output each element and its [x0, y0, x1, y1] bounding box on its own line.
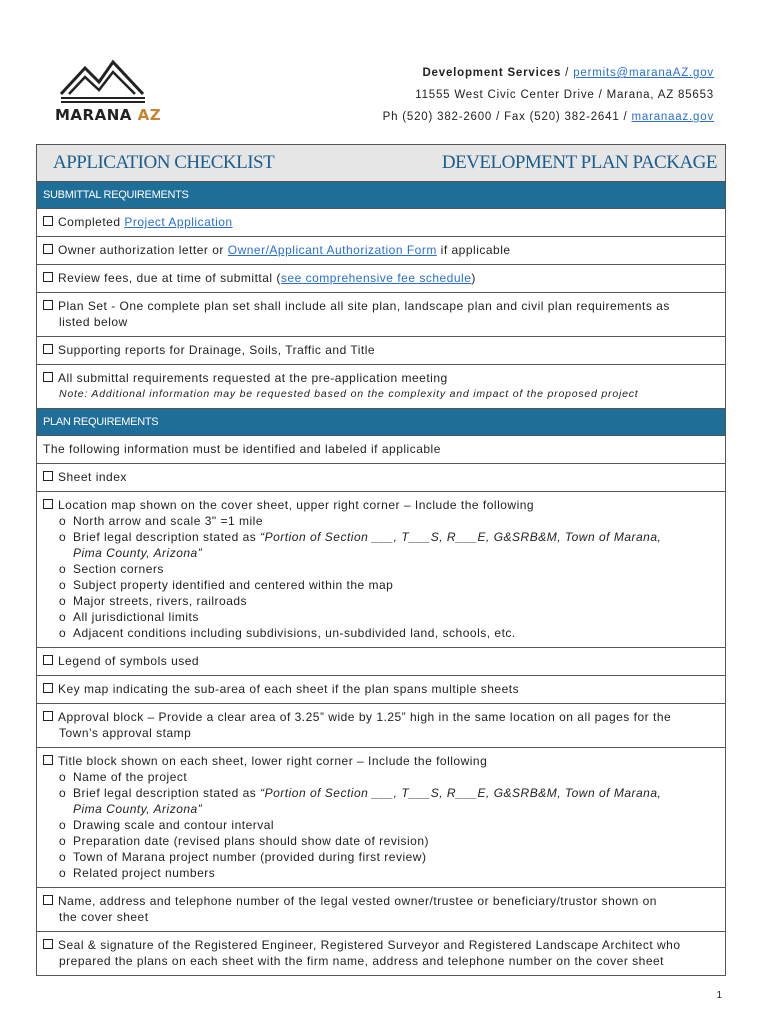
checklist-table [36, 144, 726, 976]
plan-item-approval-block [37, 704, 725, 748]
address: 11555 West Civic Center Drive / Marana, AZ 85653 [415, 89, 714, 101]
list-item: o Preparation date (revised plans should show date of revision) [59, 833, 715, 849]
item-text-cont: listed below [59, 315, 128, 329]
logo-text-marana: MARANA [55, 106, 132, 124]
project-application-link[interactable]: Project Application [124, 215, 233, 229]
phone-fax: Ph (520) 382-2600 / Fax (520) 382-2641 / [382, 111, 632, 123]
checkbox[interactable] [43, 895, 53, 905]
submittal-item-plan-set [37, 293, 725, 337]
package-title: DEVELOPMENT PLAN PACKAGE [441, 152, 717, 173]
item-text: Key map indicating the sub-area of each sheet if the plan spans multiple sheets [58, 682, 520, 696]
submittal-item-pre-app [37, 365, 725, 409]
logo-text-az: AZ [137, 106, 162, 124]
item-text: Name, address and telephone number of the legal vested owner/trustee or beneficiary/trustor shown on [58, 894, 657, 908]
list-item: o All jurisdictional limits [59, 609, 715, 625]
item-text: Approval block – Provide a clear area of 3.25” wide by 1.25” high in the same location on all pages for the [58, 710, 672, 724]
plan-item-seal [37, 932, 725, 975]
item-text: Brief legal description stated as [73, 786, 261, 800]
plan-item-sheet-index [37, 464, 725, 492]
list-item: o Drawing scale and contour interval [59, 817, 715, 833]
item-text: if applicable [436, 243, 511, 257]
plan-item-owner [37, 888, 725, 932]
item-text: Seal & signature of the Registered Engineer, Registered Surveyor and Registered Landscape Architect who [58, 938, 681, 952]
plan-item-legend [37, 648, 725, 676]
plan-item-location-map [37, 492, 725, 648]
checkbox[interactable] [43, 272, 53, 282]
submittal-header: SUBMITTAL REQUIREMENTS [37, 182, 725, 209]
plan-intro: The following information must be identified and labeled if applicable [37, 436, 725, 464]
item-text: Legend of symbols used [58, 654, 200, 668]
checkbox[interactable] [43, 216, 53, 226]
submittal-item-application [37, 209, 725, 237]
email-link[interactable]: permits@maranaAZ.gov [573, 67, 714, 79]
website-link[interactable]: maranaaz.gov [631, 111, 714, 123]
item-text: Supporting reports for Drainage, Soils, Traffic and Title [58, 343, 376, 357]
item-note: Note: Additional information may be requested based on the complexity and impact of the proposed project [59, 388, 639, 400]
title-row [37, 145, 725, 182]
list-item: o Name of the project [59, 769, 715, 785]
item-text: Owner authorization letter or [58, 243, 228, 257]
checkbox[interactable] [43, 344, 53, 354]
item-text: “Portion of Section ___, T___S, R___E, G&SRB&M, Town of Marana, [260, 530, 662, 544]
item-text: Sheet index [58, 470, 127, 484]
dept-name: Development Services [422, 67, 562, 79]
checkbox[interactable] [43, 655, 53, 665]
item-text: Title block shown on each sheet, lower right corner – Include the following [58, 754, 488, 768]
checkbox[interactable] [43, 711, 53, 721]
checkbox[interactable] [43, 244, 53, 254]
item-text: Plan Set - One complete plan set shall include all site plan, landscape plan and civil plan requirements as [58, 299, 670, 313]
item-text: Pima County, Arizona” [73, 546, 203, 560]
checkbox[interactable] [43, 471, 53, 481]
separator: / [561, 67, 574, 79]
item-text: Brief legal description stated as [73, 530, 261, 544]
item-text: Completed [58, 215, 125, 229]
checkbox[interactable] [43, 755, 53, 765]
list-item: o Adjacent conditions including subdivisions, un-subdivided land, schools, etc. [59, 625, 715, 641]
submittal-item-authorization [37, 237, 725, 265]
plan-item-title-block [37, 748, 725, 888]
checkbox[interactable] [43, 683, 53, 693]
title-block-sublist [43, 769, 715, 881]
plan-header: PLAN REQUIREMENTS [37, 409, 725, 436]
fee-schedule-link[interactable]: see comprehensive fee schedule [280, 271, 472, 285]
item-text: ) [471, 271, 476, 285]
list-item: o Related project numbers [59, 865, 715, 881]
authorization-form-link[interactable]: Owner/Applicant Authorization Form [227, 243, 437, 257]
checkbox[interactable] [43, 372, 53, 382]
item-text: Review fees, due at time of submittal ( [58, 271, 281, 285]
list-item: o Section corners [59, 561, 715, 577]
checkbox[interactable] [43, 300, 53, 310]
submittal-item-reports [37, 337, 725, 365]
list-item [59, 785, 715, 817]
location-map-sublist [43, 513, 715, 641]
submittal-item-fees [37, 265, 725, 293]
list-item: o Subject property identified and centered within the map [59, 577, 715, 593]
list-item: o Town of Marana project number (provided during first review) [59, 849, 715, 865]
item-text-cont: prepared the plans on each sheet with the firm name, address and telephone number on the cover sheet [59, 954, 665, 968]
logo-wordmark [55, 106, 161, 124]
item-text-cont: the cover sheet [59, 910, 149, 924]
page-number: 1 [716, 990, 722, 1001]
checkbox[interactable] [43, 499, 53, 509]
list-item [59, 529, 715, 561]
item-text-cont: Town’s approval stamp [59, 726, 192, 740]
item-text: Location map shown on the cover sheet, upper right corner – Include the following [58, 498, 535, 512]
checkbox[interactable] [43, 939, 53, 949]
item-text: All submittal requirements requested at the pre-application meeting [58, 371, 448, 385]
plan-item-key-map [37, 676, 725, 704]
list-item: o Major streets, rivers, railroads [59, 593, 715, 609]
item-text: Pima County, Arizona” [73, 802, 203, 816]
checklist-title: APPLICATION CHECKLIST [53, 152, 275, 173]
item-text: “Portion of Section ___, T___S, R___E, G&SRB&M, Town of Marana, [260, 786, 662, 800]
contact-block [383, 62, 714, 128]
list-item: o North arrow and scale 3" =1 mile [59, 513, 715, 529]
